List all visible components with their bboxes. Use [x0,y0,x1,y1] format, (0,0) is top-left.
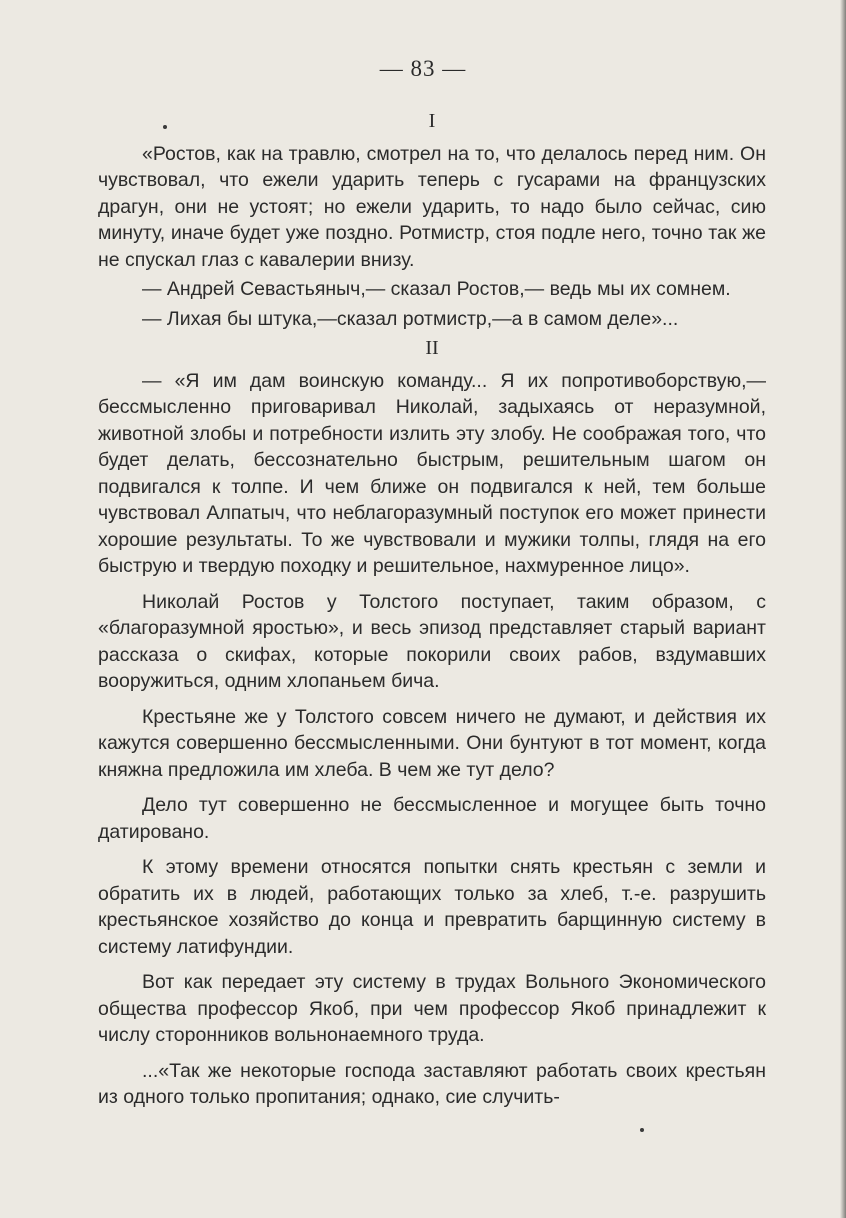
quote-paragraph: «Ростов, как на травлю, смотрел на то, что делалось перед ним. Он чувствовал, что ежели ударить теперь с гусарами на французских драгун, они не устоят; но ежели ударить, то надо было сейчас, сию минуту, иначе будет уже поздно. Ротмистр, стоя подле него, точно так же не спускал глаз с кавалерии внизу. [98,142,766,271]
body-paragraph: ...«Так же некоторые господа заставляют работать своих крестьян из одного только пропитания; однако, сие случить- [98,1059,766,1108]
print-speck [163,125,167,129]
quote-paragraph: — «Я им дам воинскую команду... Я их попротивоборствую,—бессмысленно приговаривал Николай, задыхаясь от неразумной, животной злобы и потребности излить эту злобу. Не соображая того, что будет делать, бессознательно быстрым, решительным шагом он подвигался к толпе. И чем ближе он подвигался к ней, тем больше чувствовал Алпатыч, что неблагоразумный поступок его может принести хорошие результаты. То же чувствовали и мужики толпы, глядя на его быструю и твердую походку и решительное, нахмуренное лицо». [98,369,766,577]
section-mark: I [428,110,436,132]
section-mark: II [425,337,439,359]
body-paragraph: Николай Ростов у Толстого поступает, таким образом, с «благоразумной яростью», и весь эпизод представляет старый вариант рассказа о скифах, которые покорили своих рабов, вздумавших вооружиться, одним хлопаньем бича. [98,590,766,692]
body-paragraph: Дело тут совершенно не бессмысленное и могущее быть точно датировано. [98,794,766,843]
body-paragraph: К этому времени относятся попытки снять крестьян с земли и обратить их в людей, работающих только за хлеб, т.-е. разрушить крестьянское хозяйство до конца и превратить барщинную систему в систему латифундии. [98,856,766,958]
page-number: — 83 — [379,56,467,81]
quote-paragraph: — Андрей Севастьяныч,— сказал Ростов,— ведь мы их сомнем. [142,278,731,300]
quote-paragraph: — Лихая бы штука,—сказал ротмистр,—а в самом деле»... [142,307,679,330]
body-paragraph: Крестьяне же у Толстого совсем ничего не думают, и действия их кажутся совершенно бессмысленными. Они бунтуют в тот момент, когда княжна предложила им хлеба. В чем же тут дело? [98,705,766,781]
page-text [98,108,766,1120]
body-paragraph: Вот как передает эту систему в трудах Вольного Экономического общества профессор Якоб, при чем профессор Якоб принадлежит к числу сторонников вольнонаемного труда. [98,971,766,1046]
print-speck [640,1128,644,1132]
